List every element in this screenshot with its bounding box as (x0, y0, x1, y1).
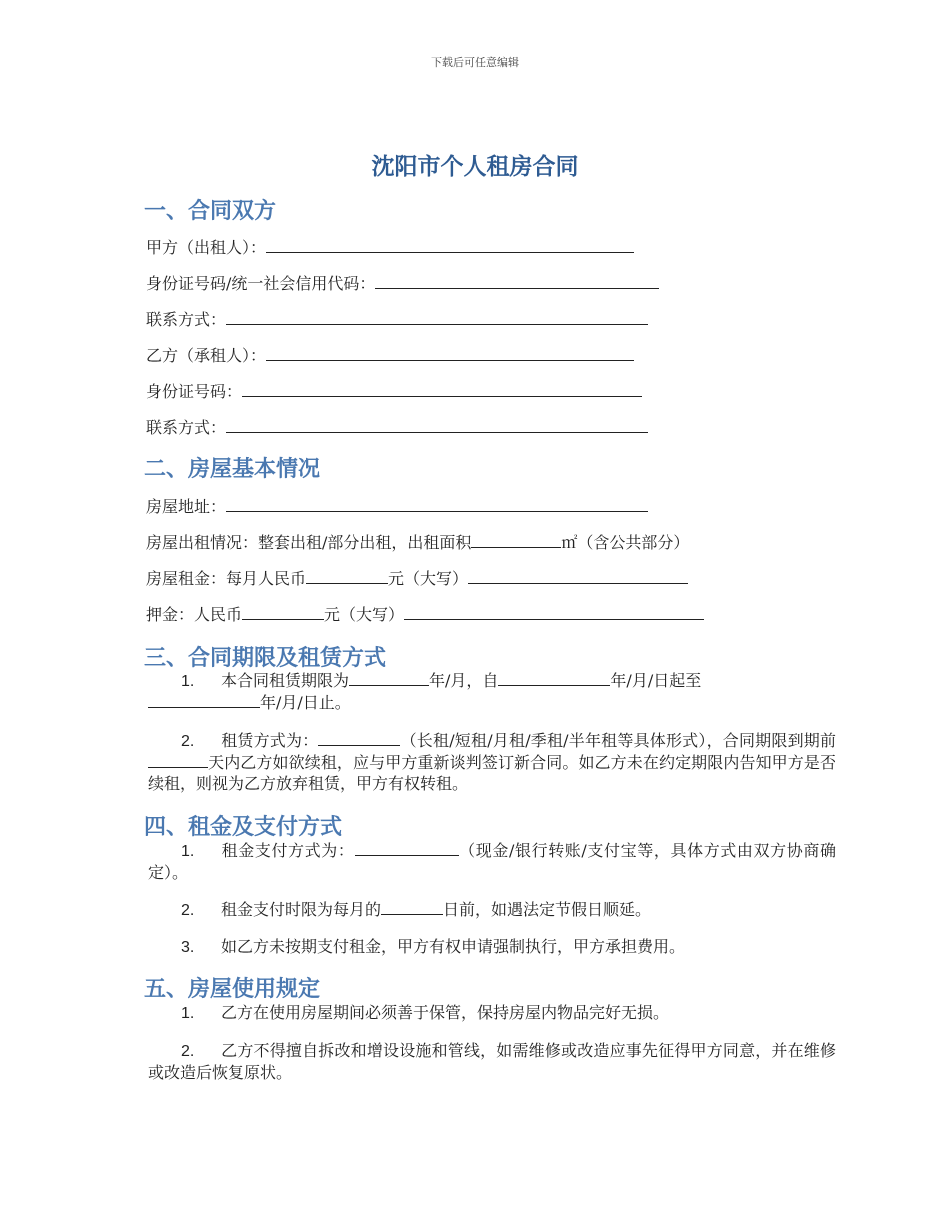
clause-number: 2. (181, 1043, 195, 1060)
rental-status-field (146, 533, 689, 553)
rent-fee-field (146, 569, 688, 589)
landlord-field (146, 238, 634, 258)
payment-clause-2 (148, 899, 836, 921)
tenant-label: 乙方（承租人）： (146, 346, 267, 365)
landlord-blank[interactable] (266, 238, 634, 253)
term-duration-blank[interactable] (349, 671, 429, 686)
rental-status-label: 房屋出租情况：整套出租/部分出租，出租面积 (146, 533, 472, 552)
term-2-text-b: （长租/短租/月租/季租/半年租等具体形式），合同期限到期前 (400, 731, 836, 750)
payment-method-blank[interactable] (355, 841, 459, 856)
tenant-id-field (146, 382, 642, 402)
rent-amount-blank[interactable] (306, 569, 388, 584)
section-heading-house: 二、房屋基本情况 (144, 457, 321, 482)
area-unit: ㎡（含公共部分） (561, 533, 690, 552)
tenant-id-blank[interactable] (242, 382, 642, 397)
section-heading-parties: 一、合同双方 (144, 199, 277, 224)
renewal-days-blank[interactable] (148, 753, 208, 768)
header-note: 下载后可任意编辑 (431, 56, 519, 69)
clause-number: 1. (181, 843, 195, 860)
landlord-id-blank[interactable] (375, 274, 659, 289)
usage-2-text: 乙方不得擅自拆改和增设设施和管线，如需维修或改造应事先征得甲方同意，并在维修或改造后恢复原状。 (148, 1041, 836, 1082)
usage-1-text: 乙方在使用房屋期间必须善于保管，保持房屋内物品完好无损。 (221, 1003, 670, 1022)
tenant-contact-field (146, 418, 648, 438)
tenant-field (146, 346, 634, 366)
address-field (146, 497, 648, 517)
term-end-blank[interactable] (148, 693, 260, 708)
area-blank[interactable] (471, 533, 561, 548)
tenant-blank[interactable] (266, 346, 634, 361)
address-blank[interactable] (226, 497, 648, 512)
clause-number: 2. (181, 902, 195, 919)
section-heading-payment: 四、租金及支付方式 (144, 815, 343, 840)
clause-number: 3. (181, 939, 195, 956)
term-1-text-d: 年/月/日止。 (260, 693, 351, 712)
section-heading-term: 三、合同期限及租赁方式 (144, 646, 387, 671)
term-clause-1 (148, 670, 836, 713)
term-2-text-c: 天内乙方如欲续租，应与甲方重新谈判签订新合同。如乙方未在约定期限内告知甲方是否续租，则视为乙方放弃租赁，甲方有权转租。 (148, 753, 836, 793)
term-1-text-a: 本合同租赁期限为 (221, 671, 350, 690)
payment-3-text: 如乙方未按期支付租金，甲方有权申请强制执行，甲方承担费用。 (221, 937, 686, 956)
address-label: 房屋地址： (146, 497, 227, 516)
rent-uppercase-label: 元（大写） (388, 569, 469, 588)
term-2-text-a: 租赁方式为： (221, 731, 319, 750)
landlord-id-label: 身份证号码/统一社会信用代码： (146, 274, 376, 293)
section-heading-usage: 五、房屋使用规定 (144, 977, 321, 1002)
payment-clause-1 (148, 840, 836, 883)
rent-fee-label: 房屋租金：每月人民币 (146, 569, 307, 588)
deposit-label: 押金：人民币 (146, 605, 243, 624)
usage-clause-1 (148, 1002, 836, 1024)
deposit-amount-blank[interactable] (242, 605, 324, 620)
landlord-contact-field (146, 310, 648, 330)
term-1-text-c: 年/月/日起至 (610, 671, 702, 690)
term-clause-2 (148, 730, 836, 794)
payment-2-text-b: 日前，如遇法定节假日顺延。 (443, 900, 652, 919)
payment-day-blank[interactable] (381, 900, 443, 915)
term-1-text-b: 年/月，自 (429, 671, 499, 690)
payment-clause-3 (148, 936, 836, 958)
clause-number: 1. (181, 1005, 195, 1022)
landlord-contact-blank[interactable] (226, 310, 648, 325)
landlord-label: 甲方（出租人）： (146, 238, 267, 257)
payment-1-text-a: 租金支付方式为： (221, 841, 355, 860)
document-title: 沈阳市个人租房合同 (371, 154, 579, 180)
payment-1-text-b: （现金/银行转账/支付宝等，具体方式由双方协商确定）。 (148, 841, 836, 882)
landlord-id-field (146, 274, 659, 294)
deposit-uppercase-blank[interactable] (404, 605, 704, 620)
lease-type-blank[interactable] (318, 731, 400, 746)
deposit-field (146, 605, 704, 625)
rent-uppercase-blank[interactable] (468, 569, 688, 584)
clause-number: 1. (181, 673, 195, 690)
term-start-blank[interactable] (498, 671, 610, 686)
payment-2-text-a: 租金支付时限为每月的 (221, 900, 382, 919)
usage-clause-2 (148, 1040, 836, 1083)
landlord-contact-label: 联系方式： (146, 310, 227, 329)
deposit-uppercase-label: 元（大写） (324, 605, 405, 624)
tenant-id-label: 身份证号码： (146, 382, 243, 401)
tenant-contact-blank[interactable] (226, 418, 648, 433)
tenant-contact-label: 联系方式： (146, 418, 227, 437)
clause-number: 2. (181, 733, 195, 750)
